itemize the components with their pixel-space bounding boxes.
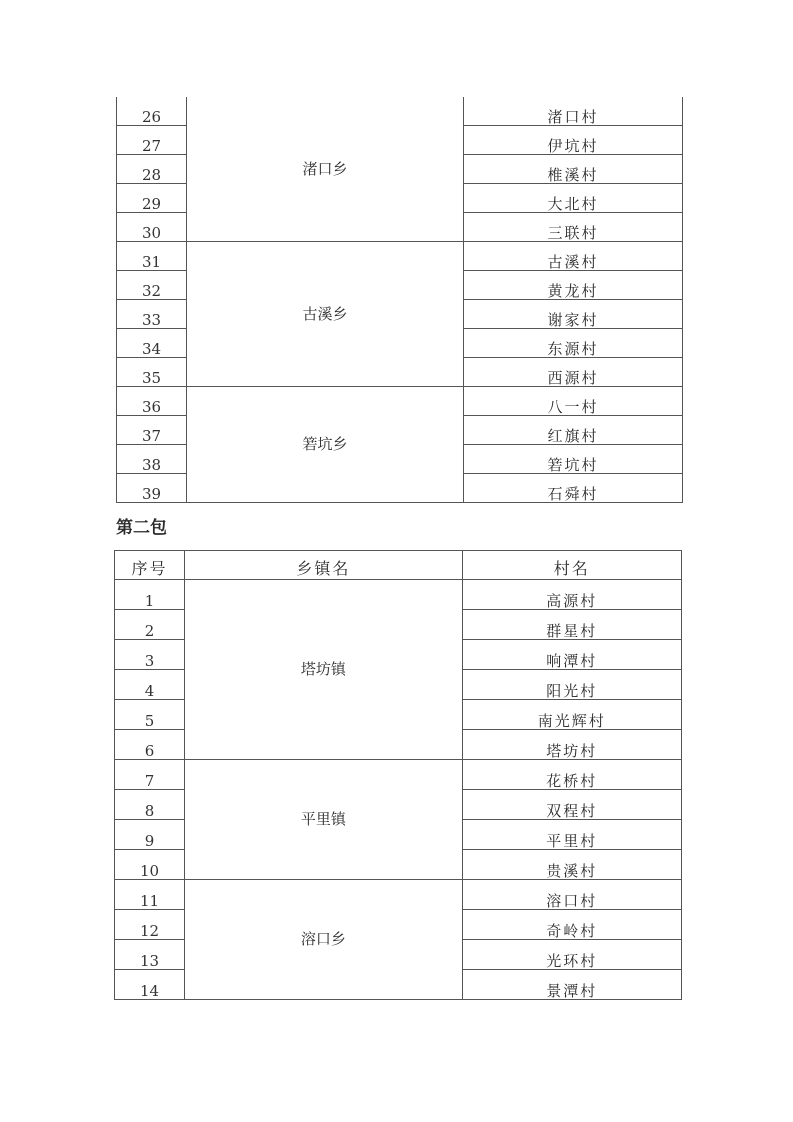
village-name: 阳光村 bbox=[462, 670, 681, 700]
section-title: 第二包 bbox=[116, 518, 167, 538]
village-name: 塔坊村 bbox=[462, 730, 681, 760]
town-name: 平里镇 bbox=[185, 760, 462, 880]
town-name: 塔坊镇 bbox=[185, 580, 462, 760]
row-number: 31 bbox=[117, 242, 187, 271]
row-number: 10 bbox=[115, 850, 185, 880]
village-name: 箬坑村 bbox=[464, 445, 683, 474]
row-number: 1 bbox=[115, 580, 185, 610]
village-name: 群星村 bbox=[462, 610, 681, 640]
row-number: 11 bbox=[115, 880, 185, 910]
table-row bbox=[115, 880, 682, 910]
village-name: 伊坑村 bbox=[464, 126, 683, 155]
table-row bbox=[117, 97, 683, 126]
row-number: 4 bbox=[115, 670, 185, 700]
row-number: 2 bbox=[115, 610, 185, 640]
town-name: 渚口乡 bbox=[187, 97, 464, 242]
village-name: 古溪村 bbox=[464, 242, 683, 271]
town-name: 溶口乡 bbox=[185, 880, 462, 1000]
row-number: 28 bbox=[117, 155, 187, 184]
village-table-continued bbox=[116, 97, 683, 503]
table-row bbox=[115, 580, 682, 610]
header-town: 乡镇名 bbox=[185, 551, 462, 580]
row-number: 14 bbox=[115, 970, 185, 1000]
village-name: 高源村 bbox=[462, 580, 681, 610]
village-name: 八一村 bbox=[464, 387, 683, 416]
village-name: 双程村 bbox=[462, 790, 681, 820]
row-number: 33 bbox=[117, 300, 187, 329]
table-header-row bbox=[115, 551, 682, 580]
town-name: 古溪乡 bbox=[187, 242, 464, 387]
village-name: 平里村 bbox=[462, 820, 681, 850]
header-village: 村名 bbox=[462, 551, 681, 580]
village-name: 大北村 bbox=[464, 184, 683, 213]
village-name: 椎溪村 bbox=[464, 155, 683, 184]
row-number: 7 bbox=[115, 760, 185, 790]
row-number: 6 bbox=[115, 730, 185, 760]
row-number: 30 bbox=[117, 213, 187, 242]
village-name: 景潭村 bbox=[462, 970, 681, 1000]
village-name: 东源村 bbox=[464, 329, 683, 358]
table-row bbox=[115, 760, 682, 790]
village-name: 贵溪村 bbox=[462, 850, 681, 880]
village-name: 奇岭村 bbox=[462, 910, 681, 940]
village-name: 响潭村 bbox=[462, 640, 681, 670]
row-number: 3 bbox=[115, 640, 185, 670]
village-name: 溶口村 bbox=[462, 880, 681, 910]
village-name: 黄龙村 bbox=[464, 271, 683, 300]
village-name: 渚口村 bbox=[464, 97, 683, 126]
header-number: 序号 bbox=[115, 551, 185, 580]
row-number: 9 bbox=[115, 820, 185, 850]
row-number: 37 bbox=[117, 416, 187, 445]
village-name: 光环村 bbox=[462, 940, 681, 970]
row-number: 35 bbox=[117, 358, 187, 387]
village-name: 谢家村 bbox=[464, 300, 683, 329]
row-number: 39 bbox=[117, 474, 187, 503]
village-name: 石舜村 bbox=[464, 474, 683, 503]
row-number: 38 bbox=[117, 445, 187, 474]
row-number: 36 bbox=[117, 387, 187, 416]
table-row bbox=[117, 387, 683, 416]
village-table-package-2 bbox=[114, 550, 682, 1000]
row-number: 26 bbox=[117, 97, 187, 126]
row-number: 5 bbox=[115, 700, 185, 730]
row-number: 27 bbox=[117, 126, 187, 155]
village-name: 西源村 bbox=[464, 358, 683, 387]
village-name: 三联村 bbox=[464, 213, 683, 242]
village-name: 南光辉村 bbox=[462, 700, 681, 730]
row-number: 8 bbox=[115, 790, 185, 820]
row-number: 29 bbox=[117, 184, 187, 213]
row-number: 13 bbox=[115, 940, 185, 970]
row-number: 32 bbox=[117, 271, 187, 300]
village-name: 花桥村 bbox=[462, 760, 681, 790]
village-name: 红旗村 bbox=[464, 416, 683, 445]
town-name: 箬坑乡 bbox=[187, 387, 464, 503]
row-number: 34 bbox=[117, 329, 187, 358]
row-number: 12 bbox=[115, 910, 185, 940]
table-row bbox=[117, 242, 683, 271]
